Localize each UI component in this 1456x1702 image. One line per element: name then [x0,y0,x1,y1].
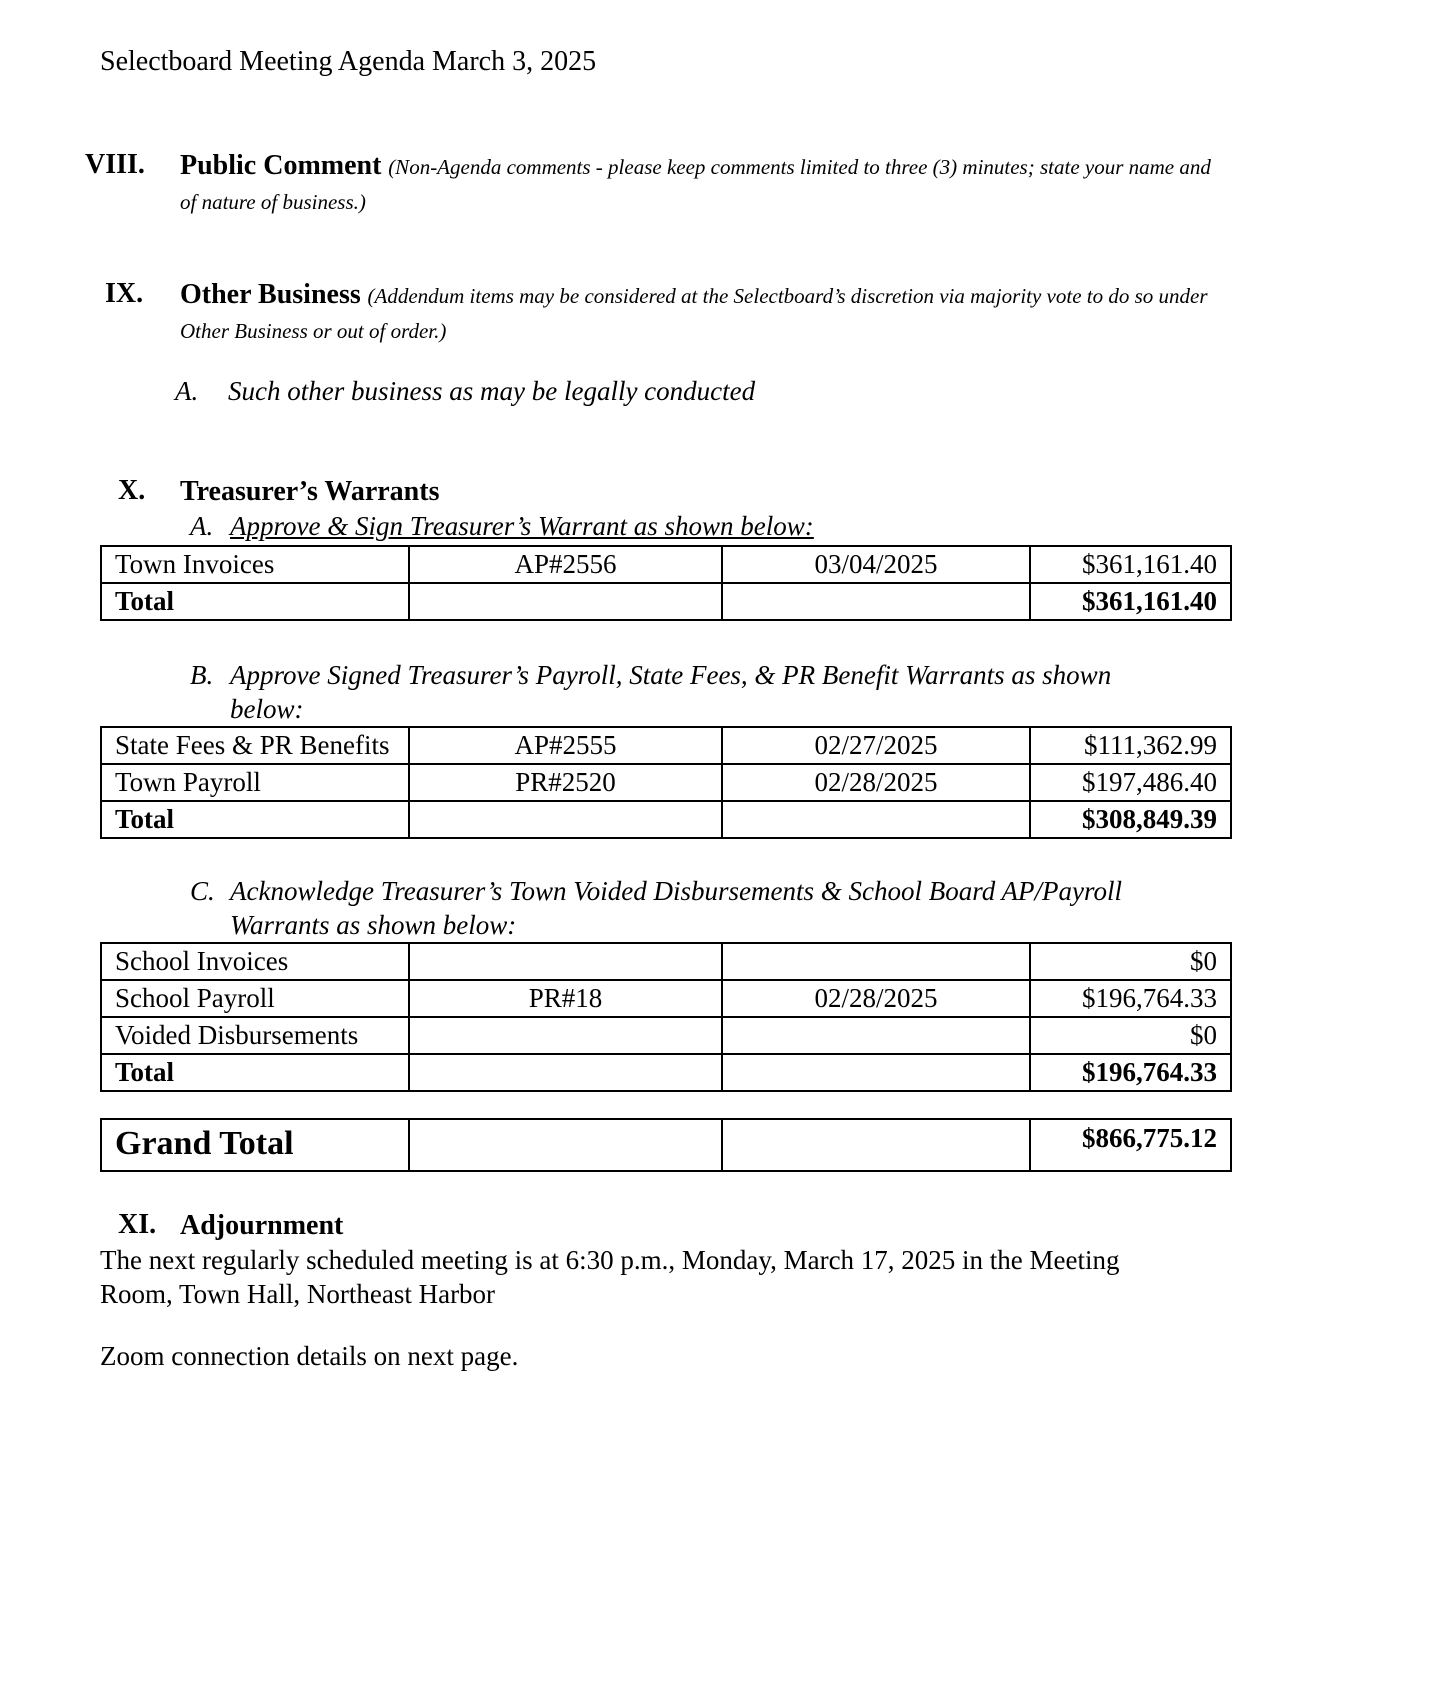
cell-description: State Fees & PR Benefits [101,727,409,764]
cell-date [722,1119,1030,1171]
cell-description: Total [101,1054,409,1091]
warrant-subitem-a-text: Approve & Sign Treasurer’s Warrant as shown below: [230,511,814,541]
section-treasurers-warrants [100,474,1232,509]
section-public-comment-content [180,148,1232,217]
adjournment-body-line2: Room, Town Hall, Northeast Harbor [100,1279,496,1309]
other-business-item-a [175,374,1232,408]
cell-amount: $197,486.40 [1030,764,1231,801]
section-numeral-ix: IX. [105,278,144,309]
warrant-subitem-c-label: C. [190,876,215,906]
warrant-subitem-c-line1: Acknowledge Treasurer’s Town Voided Disbursements & School Board AP/Payroll [230,876,1122,906]
warrant-table-b [100,726,1232,839]
warrant-subitem-b-label: B. [190,660,214,690]
cell-amount: $866,775.12 [1030,1119,1231,1171]
cell-amount: $0 [1030,1017,1231,1054]
cell-date: 02/27/2025 [722,727,1030,764]
table-row [101,801,1231,838]
cell-reference: AP#2555 [409,727,722,764]
table-row [101,727,1231,764]
section-numeral-x: X. [118,475,146,506]
cell-reference [409,801,722,838]
warrant-subitem-b-line1: Approve Signed Treasurer’s Payroll, State Fees, & PR Benefit Warrants as shown [230,660,1112,690]
cell-amount: $0 [1030,943,1231,980]
zoom-note: Zoom connection details on next page. [100,1341,519,1371]
grand-total-table [100,1118,1232,1172]
other-business-item-a-label: A. [175,376,199,406]
cell-reference [409,1017,722,1054]
cell-description: Grand Total [101,1119,409,1171]
warrant-subitem-a-label: A. [190,511,214,541]
cell-reference [409,1054,722,1091]
table-row [101,943,1231,980]
cell-date [722,583,1030,620]
section-title-other-business: Other Business [180,279,361,310]
section-public-comment [85,148,1232,217]
warrant-subitem-b [190,658,1232,726]
section-note-public-comment: (Non-Agenda comments - please keep comments limited to three (3) minutes; state your name and of nature of business.) [180,155,1211,214]
section-adjournment-content [180,1208,1232,1243]
table-row [101,546,1231,583]
warrant-subitem-b-text [230,658,1232,726]
cell-date: 02/28/2025 [722,980,1030,1017]
cell-description: School Invoices [101,943,409,980]
cell-description: Total [101,801,409,838]
table-row [101,1017,1231,1054]
other-business-item-a-text: Such other business as may be legally conducted [228,376,756,406]
cell-reference [409,583,722,620]
section-other-business-content [180,277,1232,346]
cell-reference [409,943,722,980]
section-title-treasurers-warrants: Treasurer’s Warrants [180,476,440,507]
section-adjournment [100,1208,1232,1243]
cell-date: 02/28/2025 [722,764,1030,801]
cell-amount: $361,161.40 [1030,583,1231,620]
warrant-subitem-c-text [230,874,1232,942]
cell-amount: $196,764.33 [1030,1054,1231,1091]
table-row [101,764,1231,801]
table-row [101,980,1231,1017]
warrant-subitem-c-line2: Warrants as shown below: [230,910,517,940]
section-note-other-business: (Addendum items may be considered at the Selectboard’s discretion via majority vote to do so under Other Business or out of order.) [180,284,1208,343]
section-numeral-viii: VIII. [85,149,145,180]
cell-amount: $361,161.40 [1030,546,1231,583]
adjournment-body [100,1243,1232,1311]
cell-description: Town Invoices [101,546,409,583]
warrant-table-c [100,942,1232,1092]
section-title-public-comment: Public Comment [180,150,382,181]
cell-amount: $196,764.33 [1030,980,1231,1017]
warrant-subitem-a [190,509,1232,543]
cell-date [722,1017,1030,1054]
cell-reference [409,1119,722,1171]
section-other-business [100,277,1232,346]
cell-description: Voided Disbursements [101,1017,409,1054]
section-title-adjournment: Adjournment [180,1210,344,1241]
warrant-subitem-b-line2: below: [230,694,304,724]
cell-date [722,801,1030,838]
warrant-subitem-c [190,874,1232,942]
section-treasurers-warrants-content [180,474,1232,509]
warrant-table-a [100,545,1232,621]
table-row [101,583,1231,620]
document-title: Selectboard Meeting Agenda March 3, 2025 [100,46,597,77]
cell-description: School Payroll [101,980,409,1017]
cell-description: Total [101,583,409,620]
section-numeral-xi: XI. [118,1209,157,1240]
table-row [101,1054,1231,1091]
cell-reference: PR#18 [409,980,722,1017]
cell-date [722,943,1030,980]
cell-date [722,1054,1030,1091]
cell-reference: AP#2556 [409,546,722,583]
cell-date: 03/04/2025 [722,546,1030,583]
cell-reference: PR#2520 [409,764,722,801]
adjournment-body-line1: The next regularly scheduled meeting is at 6:30 p.m., Monday, March 17, 2025 in the Meeting [100,1245,1120,1275]
table-row [101,1119,1231,1171]
cell-amount: $308,849.39 [1030,801,1231,838]
cell-amount: $111,362.99 [1030,727,1231,764]
cell-description: Town Payroll [101,764,409,801]
